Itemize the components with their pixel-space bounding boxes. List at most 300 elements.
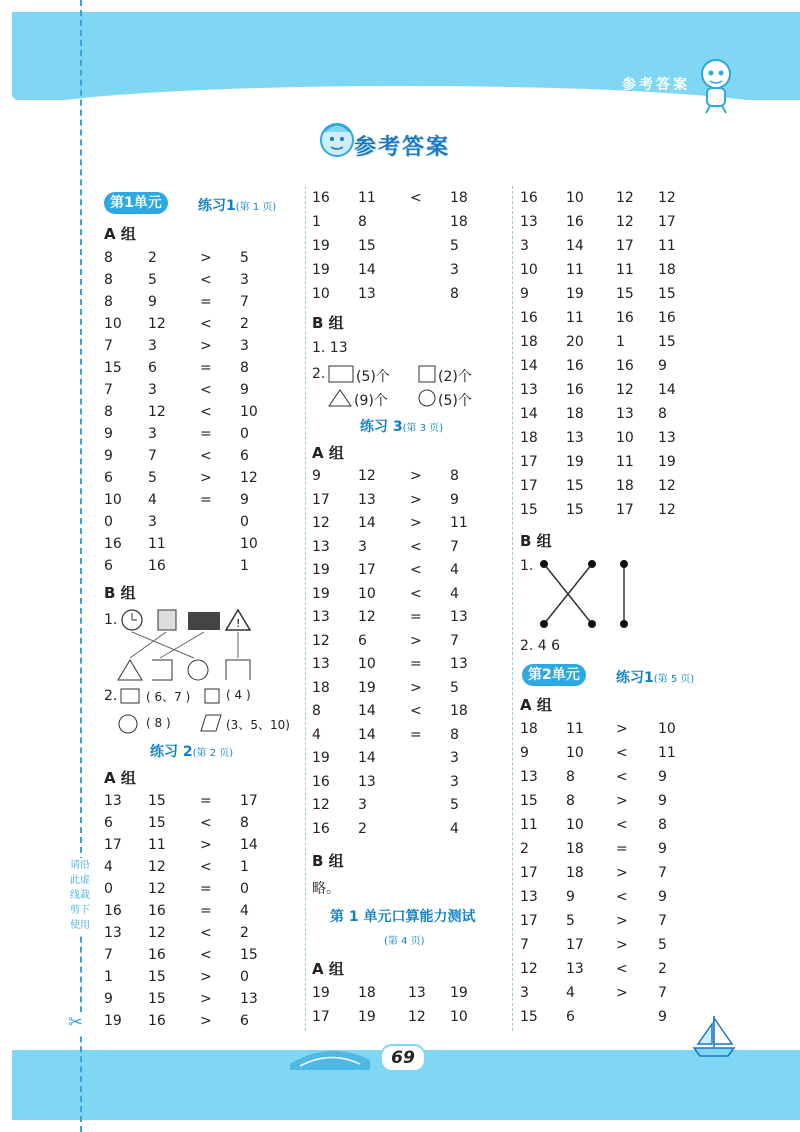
table-cell: 11	[148, 837, 166, 853]
table-cell: 9	[520, 286, 529, 302]
answer-value: ( 4 )	[226, 688, 251, 702]
table-cell: 16	[520, 190, 538, 206]
table-cell: 15	[148, 969, 166, 985]
table-cell: 15	[658, 334, 676, 350]
table-cell: 7	[450, 632, 459, 649]
table-cell: 4	[450, 820, 459, 837]
table-cell: 16	[104, 903, 122, 919]
table-cell: 17	[104, 837, 122, 853]
table-cell: 18	[520, 430, 538, 446]
table-cell: 16	[104, 536, 122, 552]
table-cell: 13	[450, 656, 468, 672]
circle-shape	[188, 660, 208, 680]
table-cell: 20	[566, 334, 584, 350]
table-cell: 12	[312, 515, 330, 531]
table-cell: 14	[240, 837, 258, 853]
table-cell: 0	[104, 514, 113, 530]
lesson-heading: 练习 2(第 2 页)	[150, 744, 234, 760]
table-cell: >	[616, 721, 628, 737]
table-cell: <	[616, 961, 628, 977]
table-cell: >	[410, 632, 422, 649]
title-text: 参考答案	[354, 135, 451, 160]
table-cell: 17	[616, 238, 634, 254]
table-cell: 14	[358, 262, 376, 278]
table-cell: 3	[450, 750, 459, 766]
table-cell: 1	[240, 859, 249, 875]
kid-icon	[318, 120, 356, 166]
answer-text: 2. 4 6	[520, 638, 561, 654]
lesson-heading: 练习1(第 5 页)	[616, 670, 695, 686]
table-cell: 7	[104, 947, 113, 963]
table-cell: 0	[240, 881, 249, 897]
table-cell: 19	[566, 454, 584, 470]
table-cell: 16	[616, 310, 634, 326]
table-cell: <	[200, 815, 212, 831]
table-cell: <	[200, 448, 212, 464]
table-cell: 11	[566, 721, 584, 737]
mascot-icon	[694, 56, 738, 114]
cut-line	[80, 0, 82, 1132]
table-cell: 11	[450, 515, 468, 531]
table-cell: 0	[104, 881, 113, 897]
table-cell: 3	[520, 985, 529, 1001]
table-cell: 6	[104, 558, 113, 574]
connection-diagram	[534, 558, 634, 630]
table-cell: 19	[450, 985, 468, 1001]
table-cell: 2	[240, 925, 249, 941]
table-cell: 10	[104, 316, 122, 332]
table-cell: 10	[104, 492, 122, 508]
table-cell: 12	[520, 961, 538, 977]
table-cell: 10	[658, 721, 676, 737]
table-cell: 16	[566, 382, 584, 398]
table-cell: 13	[520, 382, 538, 398]
rectangle-shape	[328, 365, 354, 383]
table-cell: 11	[616, 262, 634, 278]
table-cell: >	[200, 1013, 212, 1029]
table-cell: 12	[148, 925, 166, 941]
table-cell: 16	[520, 310, 538, 326]
table-cell: <	[200, 947, 212, 963]
rectangle-shape	[226, 660, 250, 680]
table-cell: <	[616, 745, 628, 761]
table-cell: 15	[104, 360, 122, 376]
table-cell: <	[410, 585, 422, 602]
table-cell: 15	[240, 947, 258, 963]
table-cell: 9	[658, 889, 667, 905]
table-cell: 3	[148, 382, 157, 398]
table-cell: 12	[148, 859, 166, 875]
group-label: A 组	[104, 225, 136, 243]
table-cell: 10	[616, 430, 634, 446]
table-cell: 10	[358, 656, 376, 672]
table-cell: 9	[658, 841, 667, 857]
column-divider	[305, 186, 306, 1031]
table-cell: >	[616, 913, 628, 929]
table-cell: 4	[450, 585, 459, 602]
unit-badge: 第1单元	[104, 192, 168, 214]
table-cell: 1	[312, 214, 321, 230]
table-cell: 18	[520, 334, 538, 350]
table-cell: 11	[616, 454, 634, 470]
table-cell: =	[410, 609, 422, 625]
table-cell: 2	[658, 961, 667, 977]
table-cell: 6	[104, 470, 113, 486]
table-cell: 4	[104, 859, 113, 875]
table-cell: 3	[240, 272, 249, 288]
group-label: A 组	[104, 769, 136, 787]
table-cell: 11	[566, 262, 584, 278]
table-cell: 10	[520, 262, 538, 278]
table-cell: 4	[240, 903, 249, 919]
table-cell: >	[616, 985, 628, 1001]
group-label: B 组	[520, 532, 552, 550]
table-cell: 6	[240, 448, 249, 464]
table-cell: 13	[104, 793, 122, 809]
table-cell: 13	[658, 430, 676, 446]
table-cell: 8	[312, 703, 321, 719]
table-cell: 18	[312, 679, 330, 696]
table-cell: <	[410, 562, 422, 578]
table-cell: 16	[148, 947, 166, 963]
group-label: A 组	[312, 960, 344, 978]
answer-value: (5)个	[356, 369, 390, 385]
table-cell: 15	[566, 478, 584, 494]
table-cell: 5	[658, 937, 667, 953]
table-cell: 13	[408, 985, 426, 1001]
group-label: B 组	[312, 852, 344, 870]
table-cell: 13	[358, 286, 376, 302]
table-cell: 7	[520, 937, 529, 953]
table-cell: 16	[312, 773, 330, 790]
table-cell: >	[616, 937, 628, 953]
column-divider	[512, 186, 513, 1031]
table-cell: 14	[520, 358, 538, 374]
table-cell: 5	[450, 797, 459, 813]
table-cell: 6	[566, 1009, 575, 1025]
table-cell: 2	[148, 250, 157, 266]
table-cell: 3	[148, 338, 157, 354]
table-cell: 3	[358, 538, 367, 555]
table-cell: 19	[358, 679, 376, 696]
table-cell: 16	[312, 190, 330, 206]
table-cell: 19	[658, 454, 676, 470]
table-cell: 12	[148, 881, 166, 897]
table-cell: 8	[450, 726, 459, 743]
table-cell: 13	[566, 430, 584, 446]
scissors-icon: ✂	[68, 1012, 84, 1033]
matching-diagram	[114, 606, 264, 686]
table-cell: 19	[312, 562, 330, 578]
table-cell: 15	[520, 502, 538, 518]
table-cell: 17	[358, 562, 376, 578]
table-cell: 8	[240, 815, 249, 831]
table-cell: 17	[616, 502, 634, 518]
svg-text:!: !	[236, 617, 241, 630]
table-cell: 13	[520, 769, 538, 785]
table-cell: 17	[520, 865, 538, 881]
table-cell: 12	[658, 190, 676, 206]
table-cell: 15	[616, 286, 634, 302]
table-cell: 17	[520, 478, 538, 494]
table-cell: 12	[658, 478, 676, 494]
table-cell: <	[200, 316, 212, 332]
table-cell: 8	[104, 250, 113, 266]
table-cell: 13	[358, 491, 376, 508]
table-cell: 8	[566, 769, 575, 785]
table-cell: =	[200, 903, 212, 919]
table-cell: 7	[104, 382, 113, 398]
table-cell: 17	[520, 454, 538, 470]
table-cell: 6	[240, 1013, 249, 1029]
square-shape	[152, 660, 172, 680]
table-cell: 10	[450, 1009, 468, 1025]
table-cell: 0	[240, 426, 249, 442]
table-cell: 14	[658, 382, 676, 398]
table-cell: 13	[312, 538, 330, 555]
table-cell: 19	[312, 750, 330, 766]
table-cell: <	[410, 190, 422, 206]
table-cell: 18	[450, 214, 468, 230]
table-cell: 3	[450, 262, 459, 278]
table-cell: 12	[312, 797, 330, 813]
table-cell: 18	[358, 985, 376, 1001]
group-label: B 组	[104, 584, 136, 602]
table-cell: 13	[450, 609, 468, 625]
table-cell: 10	[358, 585, 376, 602]
table-cell: 9	[104, 448, 113, 464]
table-cell: 13	[312, 609, 330, 625]
table-cell: 7	[148, 448, 157, 464]
test-page: (第 4 页)	[384, 936, 425, 947]
group-label: A 组	[312, 444, 344, 462]
table-cell: 8	[658, 817, 667, 833]
cut-note: 请沿此虚线裁剪下使用	[70, 860, 90, 931]
table-cell: 6	[104, 815, 113, 831]
table-cell: =	[200, 426, 212, 442]
group-label: B 组	[312, 314, 344, 332]
table-cell: >	[616, 865, 628, 881]
table-cell: 16	[148, 903, 166, 919]
table-cell: >	[200, 969, 212, 985]
table-cell: 7	[658, 865, 667, 881]
sailboat-icon	[688, 1012, 740, 1060]
table-cell: 8	[450, 286, 459, 302]
answer-text: 1. 13	[312, 340, 348, 356]
table-cell: >	[200, 837, 212, 853]
table-cell: 3	[240, 338, 249, 354]
table-cell: <	[200, 382, 212, 398]
table-cell: 9	[658, 769, 667, 785]
answer-value: (5)个	[438, 393, 472, 409]
table-cell: 5	[148, 272, 157, 288]
table-cell: 14	[566, 238, 584, 254]
table-cell: 15	[148, 793, 166, 809]
table-cell: >	[410, 468, 422, 484]
table-cell: 9	[520, 745, 529, 761]
table-cell: 12	[616, 382, 634, 398]
table-cell: >	[410, 491, 422, 508]
parallelogram-shape	[200, 714, 222, 732]
table-cell: 12	[312, 632, 330, 649]
table-cell: 2	[358, 820, 367, 837]
table-cell: 11	[658, 238, 676, 254]
circle-shape	[418, 389, 436, 407]
table-cell: <	[200, 859, 212, 875]
table-cell: 19	[312, 262, 330, 278]
table-cell: 8	[240, 360, 249, 376]
table-cell: 13	[616, 406, 634, 422]
table-cell: 10	[566, 745, 584, 761]
question-number: 1.	[520, 558, 534, 574]
triangle-shape	[328, 389, 352, 407]
table-cell: =	[200, 881, 212, 897]
table-cell: <	[410, 703, 422, 719]
table-cell: 3	[520, 238, 529, 254]
table-cell: 16	[148, 558, 166, 574]
table-cell: =	[410, 726, 422, 743]
table-cell: =	[200, 793, 212, 809]
table-cell: >	[410, 679, 422, 696]
table-cell: 17	[312, 1009, 330, 1025]
table-cell: 13	[520, 889, 538, 905]
table-cell: 9	[566, 889, 575, 905]
table-cell: 5	[450, 679, 459, 696]
table-cell: >	[410, 515, 422, 531]
table-cell: 12	[616, 190, 634, 206]
flag-icon	[188, 612, 220, 630]
table-cell: 15	[520, 1009, 538, 1025]
table-cell: 3	[148, 514, 157, 530]
table-cell: 17	[240, 793, 258, 809]
table-cell: 19	[104, 1013, 122, 1029]
table-cell: 8	[358, 214, 367, 230]
table-cell: 6	[358, 632, 367, 649]
table-cell: 19	[312, 238, 330, 254]
circle-shape	[118, 714, 138, 734]
table-cell: 5	[148, 470, 157, 486]
table-cell: 10	[312, 286, 330, 302]
table-cell: 11	[148, 536, 166, 552]
answer-text: 略。	[312, 881, 340, 897]
table-cell: 5	[240, 250, 249, 266]
table-cell: 7	[658, 985, 667, 1001]
table-cell: 9	[104, 426, 113, 442]
table-cell: 13	[520, 214, 538, 230]
table-cell: 7	[104, 338, 113, 354]
table-cell: =	[200, 360, 212, 376]
page-number: 69	[380, 1044, 426, 1072]
table-cell: 10	[566, 190, 584, 206]
table-cell: 8	[566, 793, 575, 809]
table-cell: 9	[658, 793, 667, 809]
table-cell: 5	[450, 238, 459, 254]
table-cell: 11	[520, 817, 538, 833]
table-cell: <	[616, 769, 628, 785]
table-cell: 19	[358, 1009, 376, 1025]
table-cell: 0	[240, 514, 249, 530]
rectangle-shape	[120, 688, 140, 704]
table-cell: <	[200, 404, 212, 420]
table-cell: =	[410, 656, 422, 672]
table-cell: >	[616, 793, 628, 809]
table-cell: 18	[520, 721, 538, 737]
table-cell: 9	[148, 294, 157, 310]
table-cell: 7	[450, 538, 459, 555]
table-cell: 0	[240, 969, 249, 985]
table-cell: 12	[408, 1009, 426, 1025]
table-cell: 19	[312, 985, 330, 1001]
table-cell: 12	[148, 404, 166, 420]
table-cell: <	[616, 889, 628, 905]
table-cell: 9	[658, 358, 667, 374]
question-number: 1.	[104, 612, 118, 628]
table-cell: 14	[358, 750, 376, 766]
table-cell: 14	[358, 515, 376, 531]
table-cell: 5	[566, 913, 575, 929]
table-cell: 13	[312, 656, 330, 672]
table-cell: 3	[358, 797, 367, 813]
table-cell: 16	[566, 358, 584, 374]
table-cell: 7	[658, 913, 667, 929]
table-cell: 11	[566, 310, 584, 326]
table-cell: 16	[566, 214, 584, 230]
table-cell: 16	[148, 1013, 166, 1029]
question-number: 2.	[312, 366, 326, 382]
table-cell: 8	[104, 404, 113, 420]
table-cell: 9	[312, 468, 321, 484]
question-number: 2.	[104, 688, 118, 704]
table-cell: 17	[658, 214, 676, 230]
test-title: 第 1 单元口算能力测试	[330, 909, 476, 925]
table-cell: 9	[450, 491, 459, 508]
table-cell: 18	[450, 190, 468, 206]
table-cell: 15	[566, 502, 584, 518]
table-cell: 11	[358, 190, 376, 206]
table-cell: 2	[240, 316, 249, 332]
table-cell: 7	[240, 294, 249, 310]
square-shape	[204, 688, 220, 704]
table-cell: 12	[240, 470, 258, 486]
table-cell: 4	[312, 726, 321, 743]
table-cell: 9	[658, 1009, 667, 1025]
table-cell: 17	[312, 491, 330, 508]
table-cell: 15	[358, 238, 376, 254]
table-cell: 16	[658, 310, 676, 326]
unit-badge: 第2单元	[522, 664, 586, 686]
table-cell: 18	[566, 841, 584, 857]
square-shape	[418, 365, 436, 383]
table-cell: 9	[240, 382, 249, 398]
table-cell: 2	[520, 841, 529, 857]
table-cell: 3	[450, 773, 459, 790]
table-cell: 8	[104, 294, 113, 310]
table-cell: 14	[358, 703, 376, 719]
table-cell: 13	[240, 991, 258, 1007]
table-cell: =	[200, 294, 212, 310]
table-cell: =	[200, 492, 212, 508]
table-cell: <	[616, 817, 628, 833]
table-cell: 8	[658, 406, 667, 422]
poster-icon	[158, 610, 176, 630]
table-cell: 10	[566, 817, 584, 833]
table-cell: 13	[566, 961, 584, 977]
table-cell: 12	[616, 214, 634, 230]
table-cell: 1	[104, 969, 113, 985]
triangle-shape	[118, 660, 142, 680]
lesson-heading: 练习1(第 1 页)	[198, 198, 277, 214]
table-cell: 18	[566, 406, 584, 422]
